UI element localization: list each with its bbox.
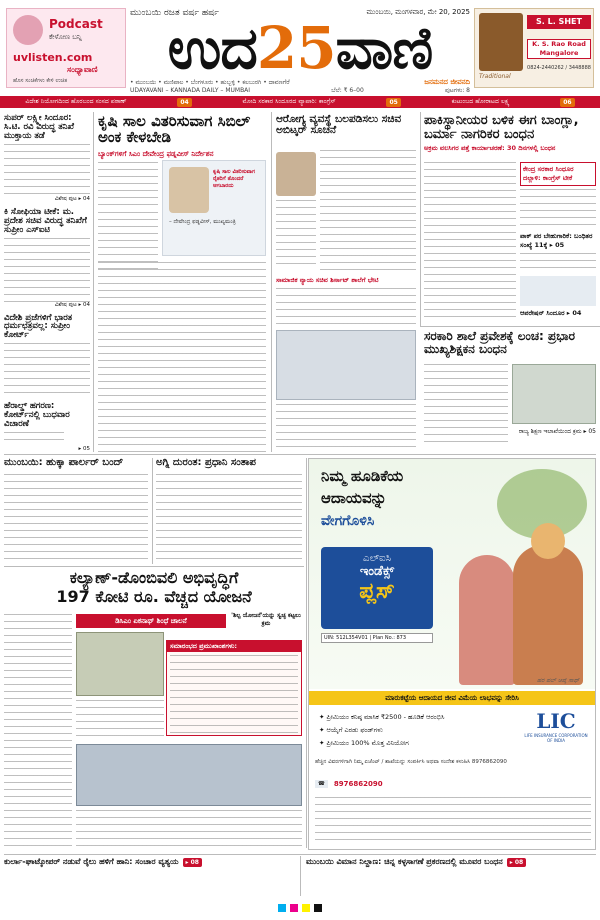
fadnavis-photo-box [162,160,266,256]
newspaper-logo: ಉದ25ವಾಣಿ [167,14,433,82]
family-photo-mother [459,555,515,685]
brief-headline[interactable]: ಸುಪರ್ ಲಕ್ಸ್ಮೀ ಸಿಂದೂರ: ಸಿ.ಟಿ. ರವಿ ವಿರುದ್ಧ ತನಿಖೆ ಮುಕ್ತಾಯ ತಡೆ [4,113,74,141]
brief-headline[interactable]: ಕಿ ಸೋಫಿಯಾ ಟೀಕೆ: ಮ. ಪ್ರದೇಶ ಸಚಿವ ವಿರುದ್ಧ ತನಿಖೆಗೆ ಸುಪ್ರೀಂ ಎಸ್‌ಐಟಿ [4,206,87,235]
story-body [424,162,516,322]
story-headline[interactable]: ಸರಕಾರಿ ಶಾಲೆ ಪ್ರವೇಶಕ್ಕೆ ಲಂಚ: ಪ್ರಭಾರ ಮುಖ್ಯಶಿಕ್ಷಕನ ಬಂಧನ [424,329,576,356]
podcast-note: ಹೊಸ ಸಂಚಿಕೆಗಳು ಕೇಳಿ ಉಚಿತ [13,78,68,84]
jeweller-phone: 0824-2440262 / 3448888 [527,65,591,71]
jewellery-photo [479,13,523,71]
jeweller-ad[interactable] [474,8,594,88]
jump-link[interactable]: ವಿಶೇಷ ಪುಟ ▸ 04 [54,301,90,308]
story-body [320,150,416,270]
brief-headline[interactable]: ವಿದೇಶಿ ಪ್ರಜೆಗಳಿಗೆ ಭಾರತ ಧರ್ಮಛತ್ರವಲ್ಲ: ಸುಪ್ರೀಂ ಕೋರ್ಟ್ [4,312,73,341]
podcast-title: Podcast [49,17,103,31]
jump-link[interactable]: ▸ 08 [183,858,202,867]
story-body [156,474,302,564]
brief-headline[interactable]: ಹೆರಾಲ್ಡ್ ಹಗರಣ: ಕೋರ್ಟ್‌ನಲ್ಲಿ ಬುಧವಾರ ವಿಚಾರಣೆ [4,401,70,430]
pak-sidebar [520,162,596,318]
story-mumbai [4,458,144,469]
podcast-ad[interactable] [6,8,126,88]
brief-body [4,144,90,196]
story-headline-1[interactable]: ಕಲ್ಯಾಣ್-ಡೊಂಬಿವಲಿ ಅಭಿವೃದ್ಧಿಗೆ [69,568,239,587]
story-tag: ಡಿಸಿಎಂ ಏಕನಾಥ್ ಶಿಂಧೆ ಚಾಲನೆ [76,614,226,628]
index-strip [0,96,600,108]
podcast-subtitle: ಕೇಳೋಣ ಬನ್ನಿ [49,33,82,41]
story-headline[interactable]: ಆರೋಗ್ಯ ವ್ಯವಸ್ಥೆ ಬಲಪಡಿಸಲು ಸಚಿವ ಅಬಿಟ್ಕರ್ ಸೂಚನೆ [276,113,402,137]
school-photo [512,364,596,424]
story-kalyan [4,570,304,606]
story-health [276,114,416,136]
color-registration-strip [0,904,600,914]
story-school [424,330,596,355]
briefs-column [4,114,90,452]
story-headline[interactable]: ಪಾಕಿಸ್ಥಾನೀಯರ ಬಳಿಕ ಈಗ ಬಾಂಗ್ಲಾ, ಬರ್ಮಾ ನಾಗರಿಕರ ಬಂಧನ [424,113,579,142]
side-photo [520,276,596,306]
lic-bullet: ✦ ಪ್ರೀಮಿಯಂ ಕನಿಷ್ಠ ಮಾಸಿಕ ₹2500 - ಹೂಡಿಕೆ ಆರಂಭಿಸಿ [319,713,445,721]
cm-quote-by: – ದೇವೇಂದ್ರ ಫ‌ಡ್ನವೀಸ್, ಮುಖ್ಯಮಂತ್ರಿ [169,219,236,225]
event-photo [76,632,164,696]
bottom-story-left[interactable] [4,858,294,867]
index-page: 05 [386,98,400,107]
vehicles-photo [76,744,302,806]
host-photo [13,15,43,45]
bottom-story-right[interactable] [306,858,596,867]
lic-phone[interactable]: 8976862090 [333,780,383,788]
story-body [4,474,148,564]
lic-ad-line2: ಆದಾಯವನ್ನು [321,489,387,507]
podcast-site: uvlisten.com [13,51,93,64]
masthead [130,8,470,100]
story-headline[interactable]: ಅಗ್ನಿ ದುರಂತ: ಪ್ರಧಾನಿ ಸಂತಾಪ [156,457,256,468]
story-body [98,162,158,208]
story-headline[interactable]: ಮುಂಬಯಿ: ಹುಕ್ಕಾ ಪಾರ್ಲರ್ ಬಂದ್ [4,457,124,468]
index-item[interactable]: ಕುಟುಂಬದ ಹೋರಾಟದ ಲಕ್ಷ್ಯ [451,98,510,105]
story-headline[interactable]: ಕುರ್ಲಾ-ಘಾಟ್ಕೋಪರ್ ನಡುವೆ ರೈಲು ಹಳಿಗೆ ಹಾನಿ: ಸಂಚಾರ ವ್ಯತ್ಯಯ [4,857,179,867]
date-line: ಮುಂಬಯಿ, ಮಂಗಳವಾರ, ಮೇ 20, 2025 [366,8,470,16]
side-item[interactable]: ಆಪರೇಷನ್ ಸಿಂದೂರ ▸ 04 [520,309,582,317]
anniversary-line: ಮುಂಬಯಿ ರಜತ ವರ್ಷ ಹರ್ಷ [130,8,219,18]
story-fire [156,458,296,469]
cm-photo [169,167,209,213]
lic-bullets [319,713,519,752]
story-pakistan [424,114,596,153]
story-deck: ಬ್ಯಾಂಕ್‌ಗಳಿಗೆ ಸಿಎಂ ದೇವೇಂದ್ರ ಫ‌ಡ್ನವೀಸ್ ನಿರ್ದೇಶನ [98,149,214,158]
story-headline[interactable]: ಕೃಷಿ ಸಾಲ ವಿತರಿಸುವಾಗ ಸಿಬಿಲ್ ಅಂಕ ಕೇಳಬೇಡಿ [98,112,251,146]
story-side-note[interactable]: 'ಶಿಲ್ಪ ಯೋಜನೆ'ಯನ್ನು ಸ್ವಚ್ಛ ಕಟ್ಟಲು ಕ್ರಮ [231,612,301,627]
jeweller-brand: S. L. SHET [527,15,591,29]
editions-list: • ಮುಂಬಯಿ • ಮಣಿಪಾಲ • ಬೆಂಗಳೂರು • ಹುಬ್ಬಳ್ಳಿ • ಕಲಬುರಗಿ • ದಾವಣಗೆರೆ [130,78,290,86]
family-photo-father [513,545,583,685]
index-item[interactable]: ಮೋದಿ ಸರಕಾರ ಸಿಂದೂರದ ವ್ಯಾಪಾರಿ: ಕಾಂಗ್ರೆಸ್ [242,98,336,105]
lic-footer: ಹೆಚ್ಚಿನ ವಿವರಗಳಿಗಾಗಿ ನಿಮ್ಮ ಏಜೆಂಟ್ / ಶಾಖೆಯನ್ನು ಸಂಪರ್ಕಿಸಿ ಅಥವಾ ಸಂದೇಶ ಕಳುಹಿಸಿ 8976862090 [315,759,507,765]
lic-bullet: ✦ ಪ್ರೀಮಿಯಂ 100% ಮೊತ್ತ ವಿನಿಯೋಗ [319,739,409,747]
lic-tagline: ಮಾರುಕಟ್ಟೆಯ ಆದಾಯದ ಜೀವ ವಿಮೆಯ ಲಾಭವನ್ನು ಸೇರಿಸಿ [309,691,595,705]
lic-bullet: ✦ ಆಯ್ಕೆಗೆ ಎರಡು ಫಂಡ್‌ಗಳು [319,726,383,734]
ad-traditional: Traditional [479,73,511,80]
lic-contact-row [315,777,591,791]
brief-body [4,432,64,446]
price: ಬೆಲೆ: ₹ 6–00 [331,87,364,94]
english-name: UDAYAVANI – KANNADA DAILY – MUMBAI [130,87,251,94]
lic-ad-line1: ನಿಮ್ಮ ಹೂಡಿಕೆಯ [321,467,404,485]
lic-ad-line3: ವೇಗಗೊಳಿಸಿ [321,513,375,529]
story-body [98,262,266,452]
family-photo-child [531,523,565,559]
jump-link[interactable]: ▸ 05 [78,446,90,453]
side-item[interactable]: ಪಾಕ್ ಪರ ಬೇಹುಗಾರಿಕೆ: ಬಂಧಿತರ ಸಂಖ್ಯೆ 11ಕ್ಕೆ ▸ 05 [520,232,593,249]
brief-body [4,343,90,397]
lic-disclaimer [315,797,591,845]
brief-body [4,238,90,302]
lic-product-card: ಎಲ್‌ಐಸಿ ಇಂಡೆಕ್ಸ್ ಪ್ಲಸ್ [321,547,433,629]
index-item[interactable]: ವಿದೇಶ ನಿಯೋಗದಿಂದ ಹೊರಬಂದ ಸಂಸದ ಪಠಾಣ್ [25,98,127,105]
jump-link[interactable]: ▸ 08 [507,858,526,867]
story-headline[interactable]: ಮುಂಬಯಿ ವಿಮಾನ ನಿಲ್ದಾಣ: ಚಿನ್ನ ಕಳ್ಳಸಾಗಣೆ ಪ್ರಕರಣದಲ್ಲಿ ಮೂವರ ಬಂಧನ [306,857,503,867]
lic-logo: LIC LIFE INSURANCE CORPORATION OF INDIA [524,709,588,743]
story-deck: ಅಕ್ರಮ ವಲಸಿಗರ ಪತ್ತೆ ಕಾರ್ಯಾಚರಣೆ: 30 ದಿನಗಳಲ್ಲಿ ಬಂಧನ [424,144,556,153]
lic-uin: UIN: 512L354V01 | Plan No.: 873 [321,633,433,643]
highlights-title: ಸಮಾರಂಭದ ಪ್ರಮುಖಾಂಶಗಳು: [167,641,301,652]
highlights-box [166,640,302,736]
jump-link[interactable]: ರಾಜ್ಯ ಶಿಕ್ಷಣ ಇಲಾಖೆಯಿಂದ ಕ್ರಮ ▸ 05 [518,428,596,435]
jump-link[interactable]: ವಿಶೇಷ ಪುಟ ▸ 04 [54,195,90,202]
page-count: ಪುಟಗಳು: 8 [445,87,470,94]
lic-hindi-tag: ಹರ ಪಲ್ ಆಪ್ಕೆ ಸಾಥ್ [537,677,580,684]
story-subhead[interactable]: ಸಾಮಾಜಿಕ ನ್ಯಾಯ ಸಚಿವ ಶಿರ್ಸಾಟ್ ಶಾಲೆಗೆ ಭೇಟಿ [276,276,379,284]
index-page: 06 [560,98,574,107]
jeweller-address: K. S. Rao Road Mangalore [527,39,591,59]
index-page: 04 [177,98,191,107]
school-visit-photo [276,330,416,400]
story-body [4,614,72,848]
lic-ad[interactable] [308,458,596,850]
podcast-name: ಸಂಧ್ಯಾವಾಣಿ [67,65,98,74]
story-body [424,364,508,444]
tagline: ಜನಮನದ ಜೀವನದಿ [424,78,470,86]
phone-icon: ☎ [315,780,328,788]
story-headline-2[interactable]: 197 ಕೋಟಿ ರೂ. ವೆಚ್ಚದ ಯೋಜನೆ [56,586,252,606]
minister-photo [276,152,316,196]
side-item[interactable]: ಕೇಂದ್ರ ಸರಕಾರ ಸಿಂಧೂರ ದಲ್ಲಾಳಿ: ಕಾಂಗ್ರೆಸ್ ಟೀಕೆ [520,162,596,186]
lead-story-crop-loan [98,114,268,159]
cm-quote: ಕೃಷಿ ಸಾಲ ವಿತರಿಸುವಾಗ ರೈತರಿಗೆ ತೊಂದರೆ ಆಗಬಾರದು [213,169,255,189]
